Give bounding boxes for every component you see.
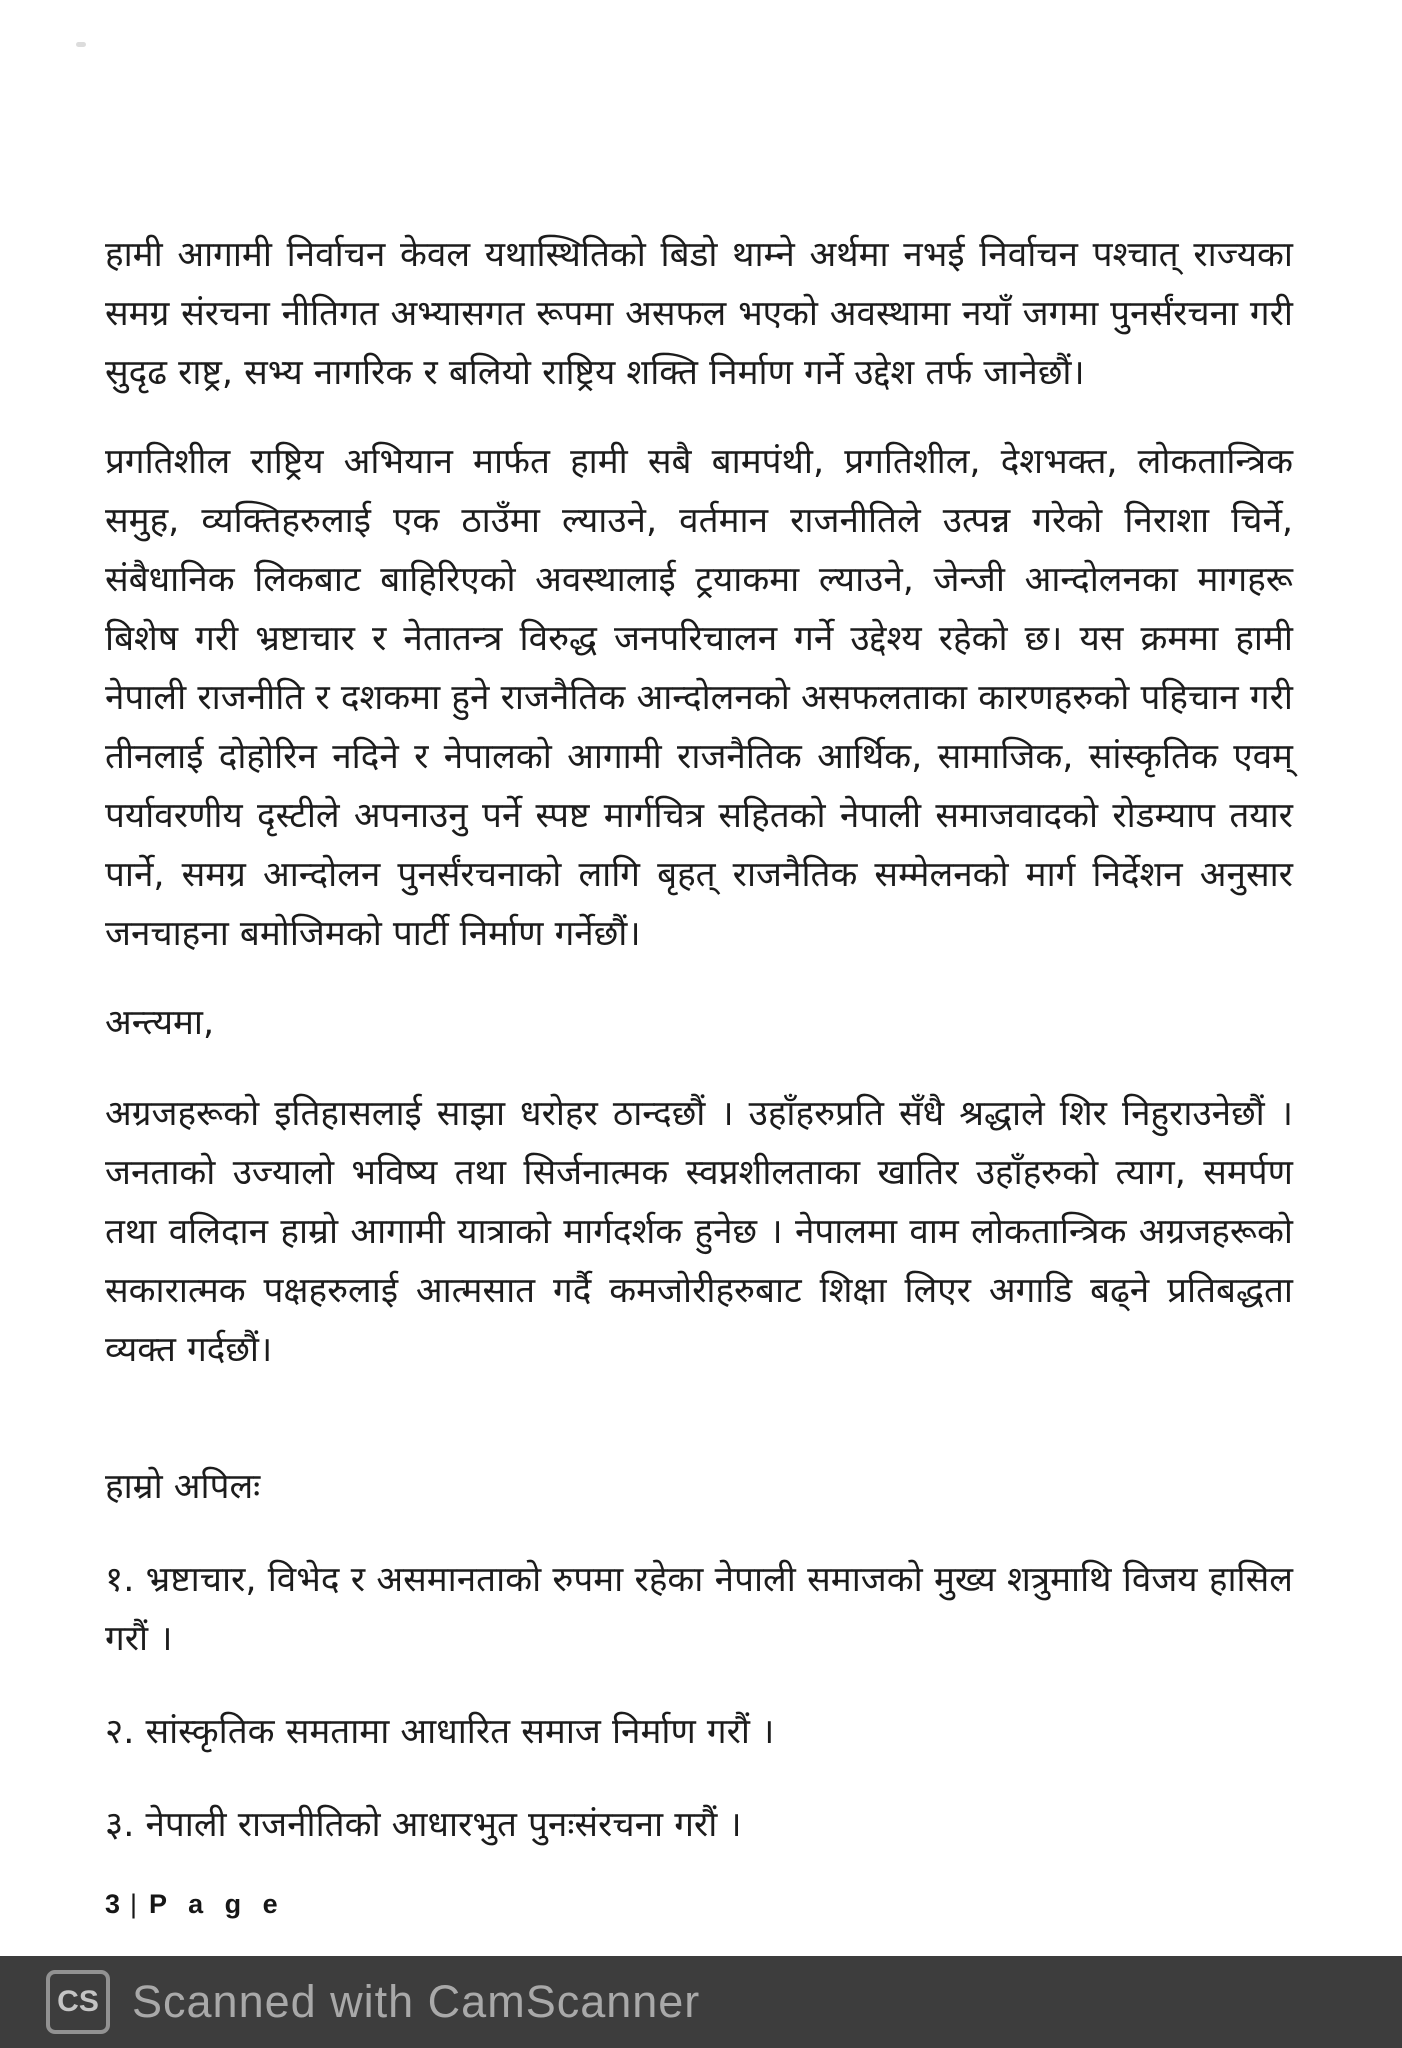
page-number-footer [105,1889,1293,1919]
page-number-separator: | [130,1889,138,1919]
appeal-item-3: ३. नेपाली राजनीतिको आधारभुत पुनःसंरचना गरौं । [105,1805,742,1845]
page-word: P a g e [149,1889,285,1919]
closing-lead-label: अन्त्यमा, [105,1003,215,1043]
paragraph-tribute-commitment: अग्रजहरूको इतिहासलाई साझा धरोहर ठान्दछौं । उहाँहरुप्रति सँधै श्रद्धाले शिर निहुराउनेछौं । जनताको उज्यालो भविष्य तथा सिर्जनात्मक स्वप्नशीलताका खातिर उहाँहरुको त्याग, समर्पण तथा वलिदान हाम्रो आगामी यात्राको मार्गदर्शक हुनेछ । नेपालमा वाम लोकतान्त्रिक अग्रजहरूको सकारात्मक पक्षहरुलाई आत्मसात गर्दै कमजोरीहरुबाट शिक्षा लिएर अगाडि बढ्ने प्रतिबद्धता व्यक्त गर्दछौं। [105,1094,1293,1370]
appeal-item-1: १. भ्रष्टाचार, विभेद र असमानताको रुपमा रहेका नेपाली समाजको मुख्य शत्रुमाथि विजय हासिल गरौं । [105,1560,1293,1659]
appeal-item-2: २. सांस्कृतिक समतामा आधारित समाज निर्माण गरौं । [105,1712,775,1752]
paragraph-election-goal: हामी आगामी निर्वाचन केवल यथास्थितिको बिडो थाम्ने अर्थमा नभई निर्वाचन पश्चात् राज्यका समग्र संरचना नीतिगत अभ्यासगत रूपमा असफल भएको अवस्थामा नयाँ जगमा पुनर्संरचना गरी सुदृढ राष्ट्र, सभ्य नागरिक र बलियो राष्ट्रिय शक्ति निर्माण गर्ने उद्देश तर्फ जानेछौं। [105,235,1293,393]
scan-artifact-mark [76,42,86,47]
camscanner-label: Scanned with CamScanner [132,1976,701,2027]
camscanner-logo-icon [46,1970,110,2034]
camscanner-watermark-bar [0,1956,1402,2048]
page-number: 3 [105,1889,121,1919]
camscanner-logo-text: CS [57,1985,99,2018]
paragraph-progressive-campaign: प्रगतिशील राष्ट्रिय अभियान मार्फत हामी सबै बामपंथी, प्रगतिशील, देशभक्त, लोकतान्त्रिक समुह, व्यक्तिहरुलाई एक ठाउँमा ल्याउने, वर्तमान राजनीतिले उत्पन्न गरेको निराशा चिर्ने, संबैधानिक लिकबाट बाहिरिएको अवस्थालाई ट्रयाकमा ल्याउने, जेन्जी आन्दोलनका मागहरू बिशेष गरी भ्रष्टाचार र नेतातन्त्र विरुद्ध जनपरिचालन गर्ने उद्देश्य रहेको छ। यस क्रममा हामी नेपाली राजनीति र दशकमा हुने राजनैतिक आन्दोलनको असफलताका कारणहरुको पहिचान गरी तीनलाई दोहोरिन नदिने र नेपालको आगामी राजनैतिक आर्थिक, सामाजिक, सांस्कृतिक एवम् पर्यावरणीय दृस्टीले अपनाउनु पर्ने स्पष्ट मार्गचित्र सहितको नेपाली समाजवादको रोडम्याप तयार पार्ने, समग्र आन्दोलन पुनर्संरचनाको लागि बृहत् राजनैतिक सम्मेलनको मार्ग निर्देशन अनुसार जनचाहना बमोजिमको पार्टी निर्माण गर्नेछौं। [105,442,1293,954]
appeal-heading: हाम्रो अपिलः [105,1467,261,1507]
document-body [105,226,1293,1919]
